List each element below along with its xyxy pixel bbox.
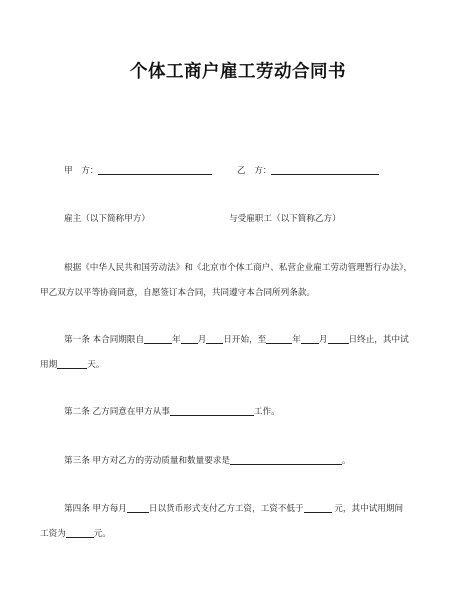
work-label: 工作。 [253, 407, 280, 417]
preamble-line-2: 甲乙双方以平等协商同意，自愿签订本合同，共同遵守本合同所列条款。 [40, 288, 316, 298]
article-2-text: 第二条 乙方同意在甲方从事 [64, 407, 170, 417]
yuan-label: 元。 [93, 529, 111, 539]
probation-days-blank [57, 359, 87, 369]
article-3-line [64, 455, 351, 467]
min-wage-blank [304, 503, 332, 513]
start-day-blank [206, 334, 223, 344]
end-month-blank [301, 334, 319, 344]
party-b-blank [271, 165, 379, 175]
probation-wage-label: 工资为 [40, 529, 66, 539]
end-day-label: 日终止，其中试 [348, 335, 409, 345]
article-1-text: 第一条 本合同期限自 [64, 335, 145, 345]
probation-label: 用期 [40, 360, 58, 370]
article-1-line-2 [40, 359, 104, 371]
start-day-label: 日开始，至 [223, 335, 267, 345]
document-title: 个体工商户雇工劳动合同书 [130, 62, 346, 82]
article-2-line [64, 406, 280, 418]
wage-text: 日以货币形式支付乙方工资，工资不低于 [148, 504, 304, 514]
month-label: 月 [197, 335, 207, 345]
article-3-text: 第三条 甲方对乙方的劳动质量和数量要求是 [64, 456, 231, 466]
parties-line [64, 165, 212, 177]
days-label: 天。 [87, 360, 105, 370]
preamble-line-1: 根据《中华人民共和国劳动法》和《北京市个体工商户、私营企业雇工劳动管理暂行办法》， [64, 263, 413, 273]
end-year-blank [266, 334, 292, 344]
year-label: 年 [292, 335, 301, 345]
start-month-blank [181, 334, 198, 344]
probation-wage-blank [66, 528, 94, 538]
article-4-line-1 [64, 503, 403, 515]
party-b-label: 乙 方： [237, 166, 272, 176]
end-day-blank [328, 334, 349, 344]
party-a-label: 甲 方： [64, 166, 99, 176]
month-label: 月 [318, 335, 328, 345]
article-1-line-1 [64, 334, 409, 346]
requirements-blank [230, 455, 342, 465]
probation-wage-text: 元，其中试用期间 [331, 504, 404, 514]
article-4-line-2 [40, 528, 111, 540]
party-a-blank [98, 165, 212, 175]
employee-role: 与受雇职工（以下简称乙方） [229, 214, 341, 224]
party-b-line [237, 165, 379, 177]
job-blank [170, 406, 254, 416]
employer-role: 雇主（以下简称甲方） [64, 214, 150, 224]
article-4-text: 第四条 甲方每月 [64, 504, 127, 514]
period-label: 。 [342, 456, 351, 466]
start-year-blank [144, 334, 172, 344]
year-label: 年 [172, 335, 181, 345]
pay-day-blank [127, 503, 149, 513]
